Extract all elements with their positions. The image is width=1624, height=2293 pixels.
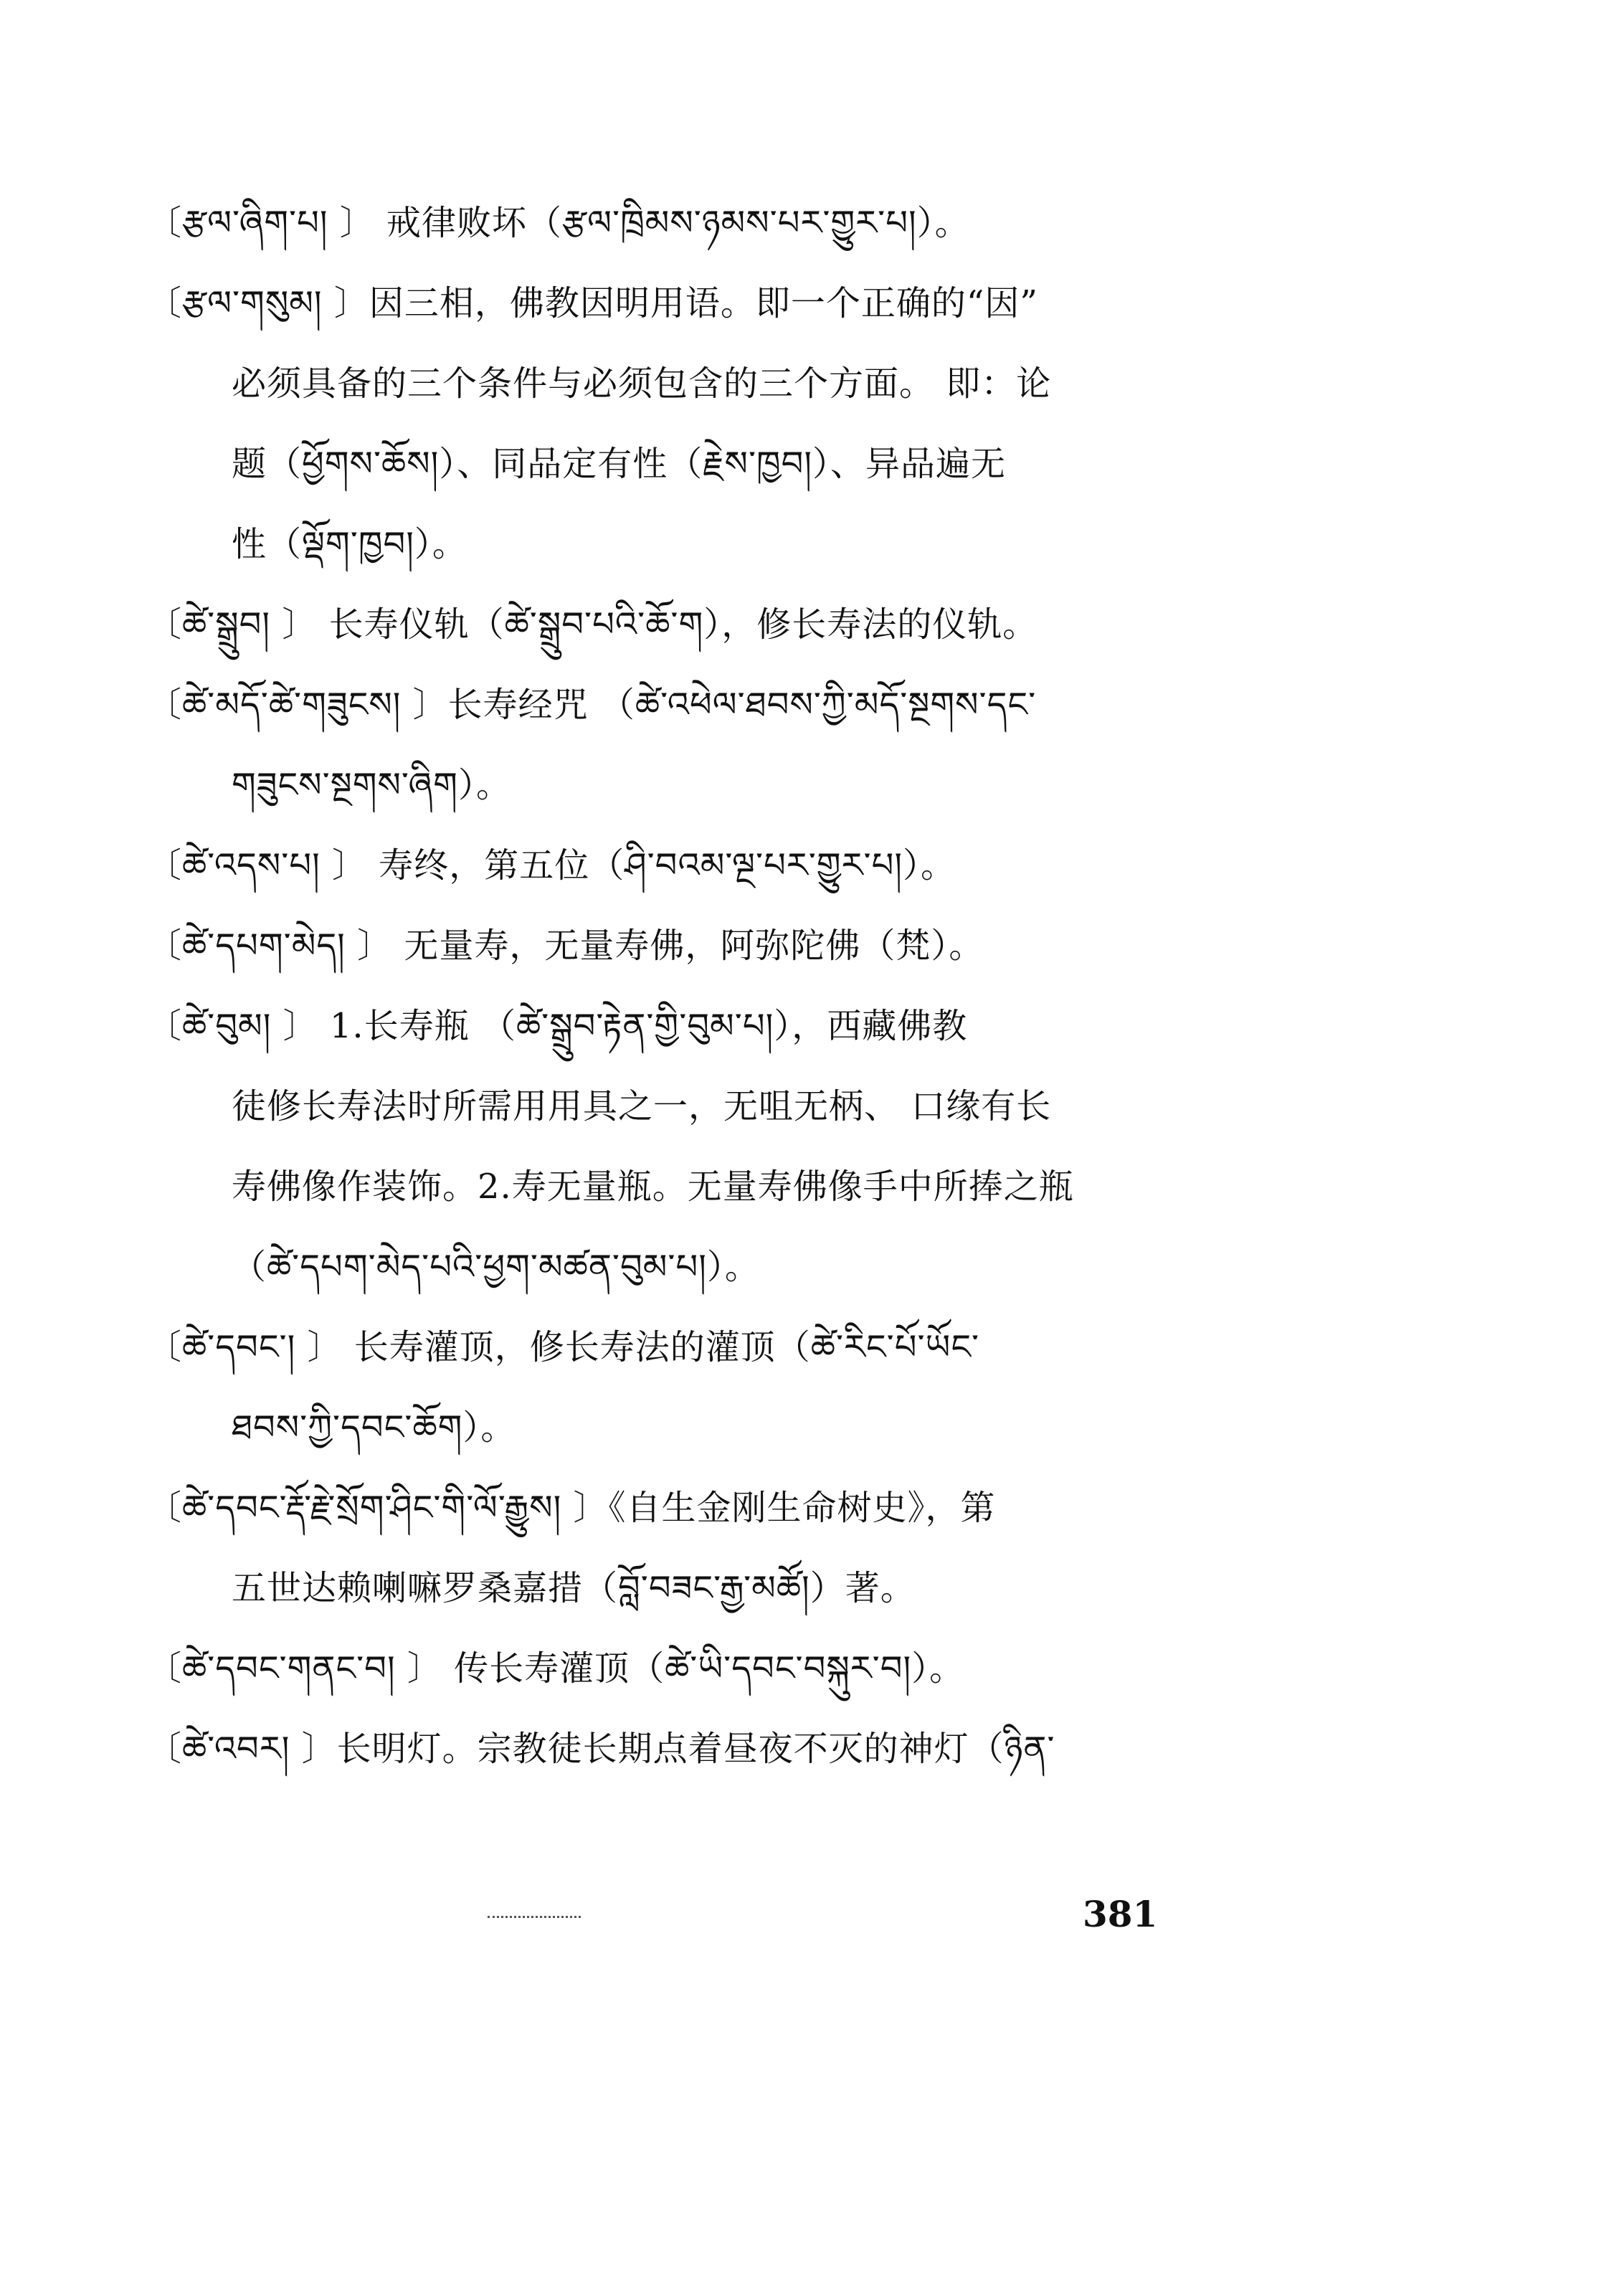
dictionary-entries (147, 183, 1237, 1789)
entry-line: 五世达赖喇嘛罗桑嘉措（བློ་བཟང་རྒྱ་མཚོ།）著。 (232, 1568, 916, 1608)
entry-line: （ཚེ་དཔག་མེད་པའི་ཕྱག་མཚན་བུམ་པ།）。 (232, 1247, 760, 1287)
footer-rule (488, 1916, 581, 1918)
entry-line: 〔ཚེ་མདོ་ཚེ་གཟུངས། 〕长寿经咒 （ཚེ་འཕེལ་ཐབས་ཀྱི་མདོ་སྔགས་དང་ (147, 685, 1037, 725)
entry-line: 〔ཚེ་དབང་གནང་བ། 〕 传长寿灌顶（ཚེ་ཡི་དབང་བསྐུར་བ།）。 (147, 1648, 965, 1689)
entry-line: 〔ཚེ་སྒྲུབ། 〕 长寿仪轨（ཚེ་སྒྲུབ་པའི་ཆོ་ག），修长寿法的仪轨。 (147, 604, 1038, 645)
entry-line: གཟུངས་སྔགས་ཞིག）。 (232, 765, 511, 805)
entry-line: 性（ལྡོག་ཁྱབ།）。 (232, 524, 467, 564)
entry-line: 题（ཕྱོགས་ཆོས།）、同品定有性（རྗེས་ཁྱབ།）、异品遍无 (232, 444, 1007, 484)
entry-line: 寿佛像作装饰。2.寿无量瓶。无量寿佛像手中所捧之瓶 (232, 1167, 1074, 1207)
entry-line: 〔ཚེ་བུམ། 〕 1.长寿瓶 （ཚེ་སྒྲུབ་རྟེན་གྱི་བུམ་པ།），西藏佛教 (147, 1006, 968, 1046)
entry-line: 必须具备的三个条件与必须包含的三个方面。 即：论 (232, 364, 1052, 404)
entry-line: 〔ཚེ་དབང་། 〕 长寿灌顶，修长寿法的灌顶（ཚེ་རིང་པོ་ཡོང་ (147, 1327, 980, 1367)
entry-line: 〔ཚེ་འབར། 〕长明灯。宗教徒长期点着昼夜不灭的神灯（ཉིན་ (147, 1729, 1055, 1769)
entry-line: 徒修长寿法时所需用用具之一，无咀无柄、 口缘有长 (232, 1086, 1052, 1126)
entry-line: 〔ཚེ་དབང་རྡོ་རྗེ་སྲོག་ཤིང་གི་ལོ་རྒྱུས། 〕《自生金刚生命树史》，第 (147, 1488, 996, 1528)
page-number: 381 (1083, 1893, 1158, 1935)
entry-line: 〔ཚེ་དཔག་མེད། 〕 无量寿，无量寿佛，阿弥陀佛（梵）。 (147, 926, 984, 966)
entry-line: 〔ཚེ་འདས་པ། 〕 寿终，第五位（ཤི་བའམ་ལྔ་པར་གྱུར་པ།）。 (147, 845, 956, 886)
entry-line: 〔རྩལ་གསུམ། 〕因三相，佛教因明用语。即一个正确的“因” (147, 283, 1038, 323)
entry-line: 〔རྩལ་ཞིག་པ། 〕 戒律败坏（རྩལ་ཁྲིམས་ཉམས་པར་གྱུར་པ།）。 (147, 203, 970, 243)
entry-line: ཐབས་ཀྱི་དབང་ཆོག）。 (232, 1407, 516, 1448)
